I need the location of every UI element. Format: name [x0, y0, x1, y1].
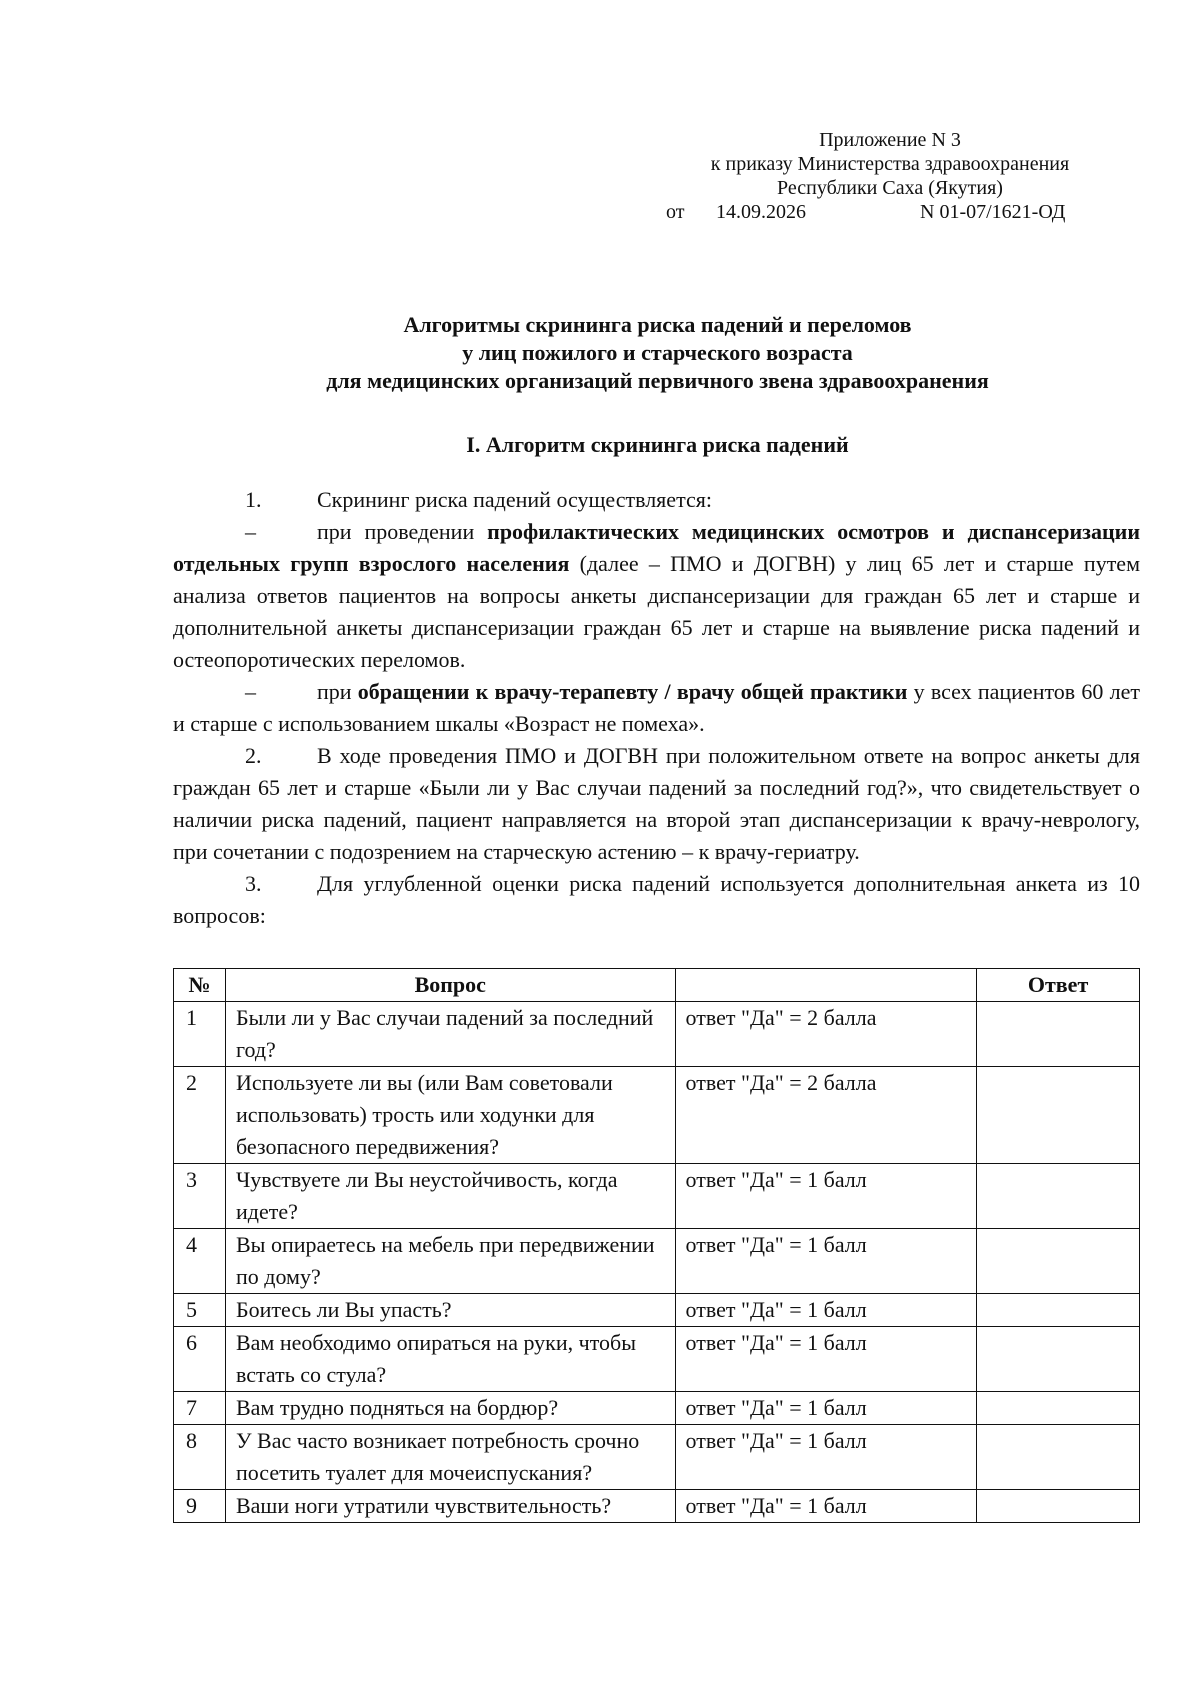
header-score — [675, 969, 977, 1002]
appendix-republic: Республики Саха (Якутия) — [777, 177, 1003, 199]
row-question: У Вас часто возникает потребность срочно посетить туалет для мочеиспускания? — [225, 1425, 675, 1490]
appendix-order-ref: к приказу Министерства здравоохранения — [710, 153, 1070, 175]
row-question: Чувствуете ли Вы неустойчивость, когда идете? — [225, 1164, 675, 1229]
header-number: № — [174, 969, 226, 1002]
row-number: 6 — [174, 1327, 226, 1392]
bullet-1-pre: при проведении — [317, 519, 488, 544]
row-score: ответ "Да" = 2 балла — [675, 1002, 977, 1067]
row-answer-cell[interactable] — [977, 1294, 1140, 1327]
row-answer-cell[interactable] — [977, 1490, 1140, 1523]
title-line-3: для медицинских организаций первичного звена здравоохранения — [326, 368, 989, 393]
paragraph-3-number: 3. — [245, 871, 262, 896]
row-number: 4 — [174, 1229, 226, 1294]
appendix-header — [660, 128, 1120, 224]
document-body — [173, 484, 1140, 932]
bullet-2-dash: – — [245, 679, 256, 704]
row-score: ответ "Да" = 1 балл — [675, 1327, 977, 1392]
row-score: ответ "Да" = 1 балл — [675, 1425, 977, 1490]
row-number: 2 — [174, 1067, 226, 1164]
row-score: ответ "Да" = 1 балл — [675, 1229, 977, 1294]
title-line-2: у лиц пожилого и старческого возраста — [462, 340, 853, 365]
bullet-2-post: у всех пациентов 60 лет и старше с использованием шкалы «Возраст не помеха». — [173, 679, 1140, 736]
bullet-2 — [173, 676, 1140, 740]
row-number: 3 — [174, 1164, 226, 1229]
row-answer-cell[interactable] — [977, 1229, 1140, 1294]
bullet-2-bold: обращении к врачу-терапевту / врачу общей практики — [357, 679, 908, 704]
row-number: 5 — [174, 1294, 226, 1327]
row-question: Были ли у Вас случаи падений за последний год? — [225, 1002, 675, 1067]
table-row — [174, 1067, 1140, 1164]
bullet-1-dash: – — [245, 519, 256, 544]
paragraph-1-number: 1. — [245, 487, 262, 512]
row-score: ответ "Да" = 1 балл — [675, 1490, 977, 1523]
bullet-2-pre: при — [317, 679, 358, 704]
header-answer: Ответ — [977, 969, 1140, 1002]
paragraph-3-text: Для углубленной оценки риска падений используется дополнительная анкета из 10 вопросов: — [173, 871, 1140, 928]
row-score: ответ "Да" = 1 балл — [675, 1392, 977, 1425]
order-number: N 01-07/1621-ОД — [920, 201, 1066, 223]
table-header-row — [174, 969, 1140, 1002]
table-row — [174, 1229, 1140, 1294]
from-label: от — [666, 201, 685, 223]
table-row — [174, 1425, 1140, 1490]
row-question: Вам трудно подняться на бордюр? — [225, 1392, 675, 1425]
row-question: Используете ли вы (или Вам советовали использовать) трость или ходунки для безопасного передвижения? — [225, 1067, 675, 1164]
bullet-1-post: (далее – ПМО и ДОГВН) у лиц 65 лет и старше путем анализа ответов пациентов на вопросы анкеты диспансеризации для граждан 65 лет и старше и дополнительной анкеты диспансеризации граждан 65 лет и старше на выявление риска падений и остеопоротических переломов. — [173, 551, 1140, 672]
row-answer-cell[interactable] — [977, 1392, 1140, 1425]
bullet-1-bold: профилактических медицинских осмотров и диспансеризации отдельных групп взрослого населения — [173, 519, 1140, 576]
row-answer-cell[interactable] — [977, 1002, 1140, 1067]
row-score: ответ "Да" = 2 балла — [675, 1067, 977, 1164]
section-title: I. Алгоритм скрининга риска падений — [466, 432, 849, 457]
row-answer-cell[interactable] — [977, 1327, 1140, 1392]
row-score: ответ "Да" = 1 балл — [675, 1164, 977, 1229]
table-row — [174, 1294, 1140, 1327]
table-row — [174, 1164, 1140, 1229]
row-number: 7 — [174, 1392, 226, 1425]
paragraph-2-number: 2. — [245, 743, 262, 768]
row-score: ответ "Да" = 1 балл — [675, 1294, 977, 1327]
row-number: 8 — [174, 1425, 226, 1490]
paragraph-3 — [173, 868, 1140, 932]
row-question: Боитесь ли Вы упасть? — [225, 1294, 675, 1327]
appendix-number: Приложение N 3 — [819, 129, 961, 151]
table-row — [174, 1392, 1140, 1425]
order-date: 14.09.2026 — [716, 201, 806, 223]
row-answer-cell[interactable] — [977, 1425, 1140, 1490]
row-question: Вы опираетесь на мебель при передвижении по дому? — [225, 1229, 675, 1294]
order-date-line — [660, 200, 1120, 224]
questionnaire-table — [173, 968, 1140, 1523]
row-answer-cell[interactable] — [977, 1164, 1140, 1229]
paragraph-1 — [173, 484, 1140, 516]
paragraph-2 — [173, 740, 1140, 868]
document-title — [175, 311, 1140, 395]
header-question: Вопрос — [225, 969, 675, 1002]
row-answer-cell[interactable] — [977, 1067, 1140, 1164]
table-row — [174, 1002, 1140, 1067]
paragraph-1-text: Скрининг риска падений осуществляется: — [317, 487, 712, 512]
table-row — [174, 1490, 1140, 1523]
row-number: 9 — [174, 1490, 226, 1523]
bullet-1 — [173, 516, 1140, 676]
title-line-1: Алгоритмы скрининга риска падений и переломов — [403, 312, 912, 337]
row-question: Ваши ноги утратили чувствительность? — [225, 1490, 675, 1523]
row-number: 1 — [174, 1002, 226, 1067]
row-question: Вам необходимо опираться на руки, чтобы встать со стула? — [225, 1327, 675, 1392]
table-row — [174, 1327, 1140, 1392]
paragraph-2-text: В ходе проведения ПМО и ДОГВН при положительном ответе на вопрос анкеты для граждан 65 лет и старше «Были ли у Вас случаи падений за последний год?», что свидетельствует о наличии риска падений, пациент направляется на второй этап диспансеризации к врачу-неврологу, при сочетании с подозрением на старческую астению – к врачу-гериатру. — [173, 743, 1140, 864]
